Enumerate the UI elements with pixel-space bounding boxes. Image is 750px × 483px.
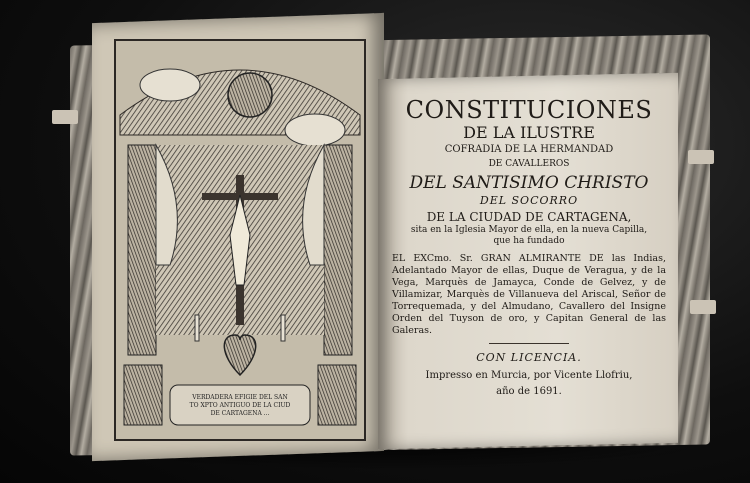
title-line-2: DE LA ILUSTRE — [463, 123, 595, 142]
engraved-frontispiece — [110, 35, 370, 445]
angel-right — [285, 114, 345, 146]
column-left — [128, 145, 156, 355]
angel-left — [140, 69, 200, 101]
title-line-5: DEL SANTISIMO CHRISTO — [409, 173, 649, 193]
title-line-9: que ha fundado — [493, 236, 565, 246]
column-right — [324, 145, 352, 355]
title-line-1: CONSTITUCIONES — [405, 96, 653, 124]
divider — [489, 343, 569, 344]
title-line-4: DE CAVALLEROS — [488, 159, 570, 169]
title-page-text — [390, 95, 668, 398]
body-paragraph: EL EXCmo. Sr. GRAN ALMIRANTE DE las Indias, Adelantado Mayor de ellas, Duque de Veragua, y de la Vega, Marquès de Jamayca, Conde de Gelvez, y de Villamizar, Marquès de Villanueva del Ariscal, Señor de Torrequemada, y del Almudano, Cavallero del Insigne Orden del Tuyson de oro, y Capitan General de las Galeras. — [392, 253, 666, 336]
cartouche-text: VERDADERA EFIGIE DEL SAN — [192, 394, 288, 401]
shield-right — [318, 365, 356, 425]
title-line-8: sita en la Iglesia Mayor de ella, en la nueva Capilla, — [410, 225, 648, 235]
shield-left — [124, 365, 162, 425]
title-line-6: DEL SOCORRO — [479, 194, 579, 207]
page-tab — [688, 150, 714, 164]
title-line-3: COFRADIA DE LA HERMANDAD — [444, 144, 614, 155]
imprint-line-2: año de 1691. — [496, 386, 562, 397]
svg-text:TO XPTO ANTIGUO DE LA CIUD: TO XPTO ANTIGUO DE LA CIUD — [189, 402, 291, 409]
page-tab — [690, 300, 716, 314]
coat-of-arms — [228, 73, 272, 117]
title-line-7: DE LA CIUDAD DE CARTAGENA, — [426, 210, 632, 224]
page-tab — [52, 110, 78, 124]
imprint-line-1: Impresso en Murcia, por Vicente Llofriu, — [425, 370, 633, 381]
license-line: CON LICENCIA. — [476, 351, 582, 364]
svg-text:DE CARTAGENA ...: DE CARTAGENA ... — [210, 410, 270, 417]
